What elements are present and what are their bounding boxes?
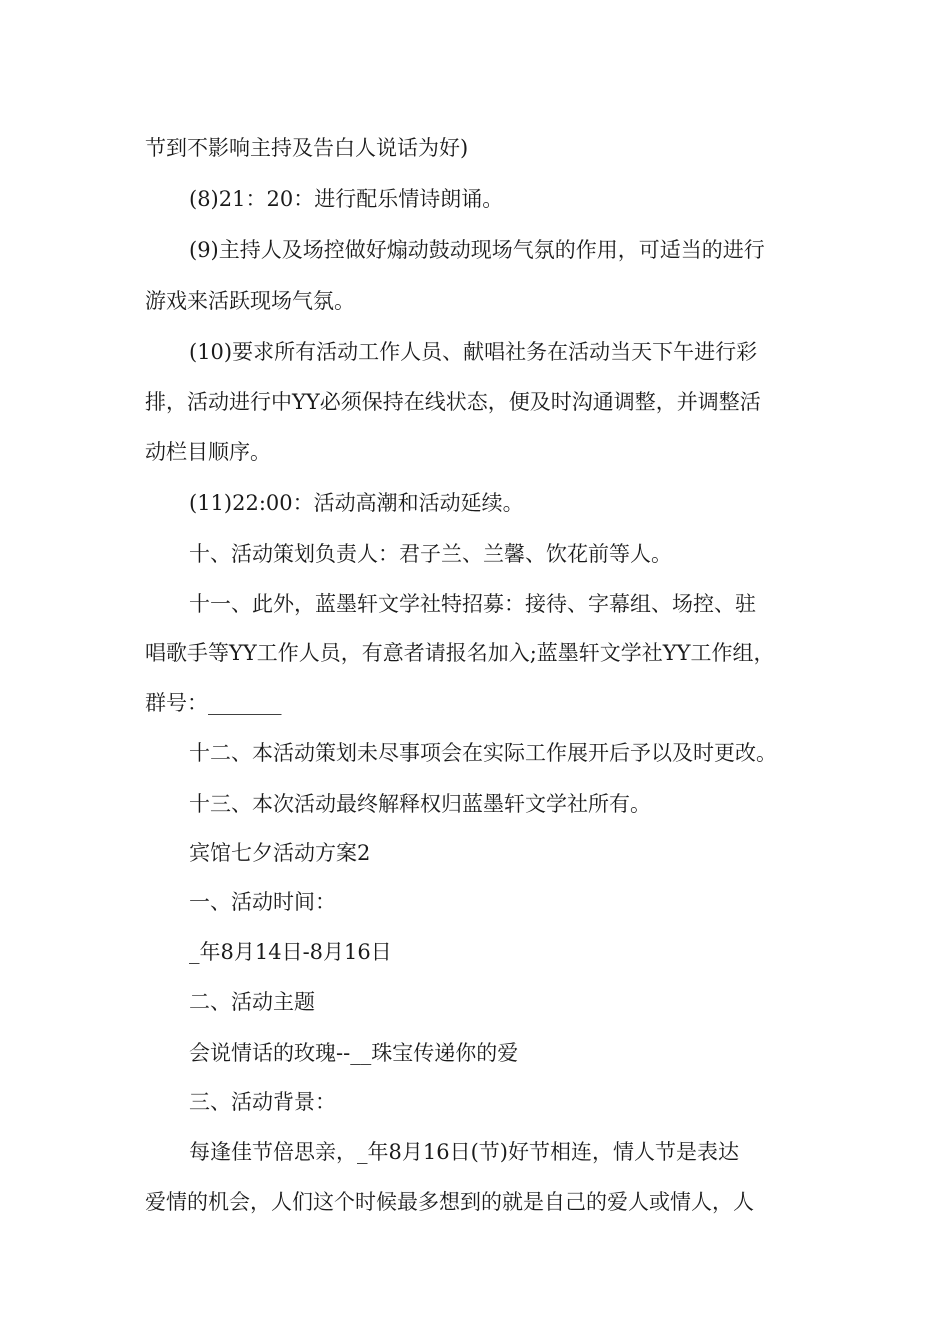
paragraph-line: _年8月14日-8月16日 <box>189 940 392 964</box>
paragraph-line: 十、活动策划负责人：君子兰、兰馨、饮花前等人。 <box>189 542 672 566</box>
paragraph-line: 爱情的机会，人们这个时候最多想到的就是自己的爱人或情人，人 <box>145 1190 754 1214</box>
paragraph-line: 十一、此外，蓝墨轩文学社特招募：接待、字幕组、场控、驻 <box>189 592 756 616</box>
section-heading: 宾馆七夕活动方案2 <box>189 841 371 865</box>
paragraph-line: 十三、本次活动最终解释权归蓝墨轩文学社所有。 <box>189 792 651 816</box>
paragraph-line: 游戏来活跃现场气氛。 <box>145 289 355 313</box>
paragraph-line: 一、活动时间： <box>189 890 336 914</box>
paragraph-line: 群号：_______ <box>145 691 282 715</box>
paragraph-line: (9)主持人及场控做好煽动鼓动现场气氛的作用，可适当的进行 <box>189 238 765 262</box>
paragraph-line: (8)21：20：进行配乐情诗朗诵。 <box>189 187 504 211</box>
paragraph-line: 节到不影响主持及告白人说话为好) <box>145 136 469 160</box>
paragraph-line: 动栏目顺序。 <box>145 440 271 464</box>
paragraph-line: 会说情话的玫瑰--__珠宝传递你的爱 <box>189 1041 519 1065</box>
paragraph-line: 二、活动主题 <box>189 990 315 1014</box>
paragraph-line: 十二、本活动策划未尽事项会在实际工作展开后予以及时更改。 <box>189 741 777 765</box>
paragraph-line: 排，活动进行中YY必须保持在线状态，便及时沟通调整，并调整活 <box>145 390 761 414</box>
paragraph-line: 每逢佳节倍思亲，_年8月16日(节)好节相连，情人节是表达 <box>189 1140 739 1164</box>
paragraph-line: (10)要求所有活动工作人员、献唱社务在活动当天下午进行彩 <box>189 340 758 364</box>
paragraph-line: (11)22:00：活动高潮和活动延续。 <box>189 491 524 515</box>
paragraph-line: 三、活动背景： <box>189 1090 336 1114</box>
paragraph-line: 唱歌手等YY工作人员，有意者请报名加入;蓝墨轩文学社YY工作组， <box>145 641 775 665</box>
